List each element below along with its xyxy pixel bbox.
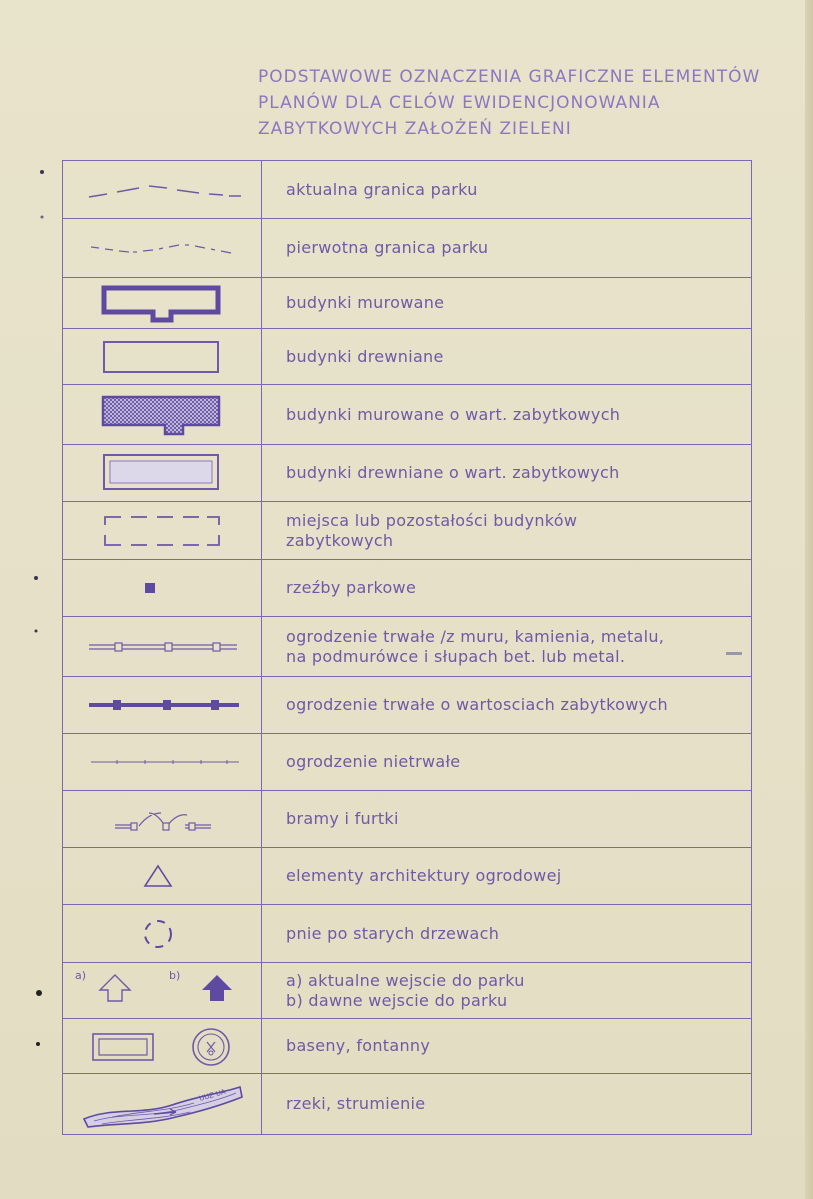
legend-row — [63, 848, 751, 905]
double-outline-building-icon — [63, 445, 262, 501]
legend-text: rzeźby parkowe — [286, 578, 417, 597]
legend-row — [63, 734, 751, 791]
legend-row — [63, 1019, 751, 1074]
title-line-3: ZABYTKOWYCH ZAŁOŻEŃ ZIELENI — [258, 119, 572, 139]
document-title — [258, 64, 798, 142]
thick-outline-building-icon — [63, 278, 262, 328]
legend-text: elementy architektury ogrodowej — [286, 866, 562, 885]
dash-dot-line-icon — [63, 219, 262, 277]
legend-row — [63, 617, 751, 677]
legend-text: rzeki, strumienie — [286, 1094, 426, 1113]
legend-row — [63, 385, 751, 445]
title-line-1: PODSTAWOWE OZNACZENIA GRAFICZNE ELEMENTÓW — [258, 67, 761, 87]
small-square-icon — [63, 560, 262, 616]
entrance-label-b: b) — [169, 969, 181, 982]
legend-text-line: a) aktualne wejscie do parku — [286, 970, 525, 990]
current-entrance-arrow-icon — [100, 975, 130, 1001]
legend-row — [63, 677, 751, 734]
bold-fence-icon — [63, 677, 262, 733]
legend-row — [63, 963, 751, 1019]
entrance-label-a: a) — [75, 969, 87, 982]
pool-icon — [93, 1034, 153, 1060]
legend-text: baseny, fontanny — [286, 1036, 431, 1055]
legend-row — [63, 560, 751, 617]
legend-text — [262, 617, 751, 676]
legend-text: budynki murowane — [286, 293, 445, 312]
legend-text-line: na podmurówce i słupach bet. lub metal. — [286, 646, 626, 666]
legend-text: ogrodzenie nietrwałe — [286, 752, 461, 771]
triangle-icon — [63, 848, 262, 904]
legend-row — [63, 329, 751, 385]
title-line-2: PLANÓW DLA CELÓW EWIDENCJONOWANIA — [258, 93, 661, 113]
fountain-icon — [193, 1029, 229, 1065]
legend-row — [63, 1074, 751, 1134]
entrance-arrows-icon — [63, 963, 262, 1018]
legend-row — [63, 161, 751, 219]
legend-row — [63, 219, 751, 278]
legend-text: bramy i furtki — [286, 809, 399, 828]
hatched-building-icon — [63, 385, 262, 444]
legend-text: ogrodzenie trwałe o wartosciach zabytkowych — [286, 695, 668, 714]
double-line-fence-icon — [63, 617, 262, 676]
legend-row — [63, 791, 751, 848]
legend-row — [63, 278, 751, 329]
river-icon — [63, 1074, 262, 1134]
legend-row — [63, 502, 751, 560]
legend-row — [63, 445, 751, 502]
thin-outline-building-icon — [63, 329, 262, 384]
legend-text: pierwotna granica parku — [286, 238, 489, 257]
legend-text: budynki murowane o wart. zabytkowych — [286, 404, 621, 424]
legend-text-line: miejsca lub pozostałości budynków — [286, 510, 578, 530]
legend-text: budynki drewniane — [286, 346, 444, 366]
dashed-circle-icon — [63, 905, 262, 962]
legend-row — [63, 905, 751, 963]
dash-line-icon — [63, 161, 262, 218]
legend-text — [262, 502, 751, 559]
legend-text-line: zabytkowych — [286, 530, 394, 550]
legend-text: budynki drewniane o wart. zabytkowych — [286, 463, 620, 482]
dashed-rectangle-icon — [63, 502, 262, 559]
legend-text: aktualna granica parku — [286, 179, 478, 199]
legend-text-line: b) dawne wejscie do parku — [286, 990, 508, 1010]
former-entrance-arrow-icon — [202, 975, 232, 1001]
legend-table — [62, 160, 752, 1135]
thin-fence-icon — [63, 734, 262, 790]
river-label: UUZ UA — [198, 1087, 227, 1103]
legend-text — [262, 963, 751, 1018]
gate-icon — [63, 791, 262, 847]
legend-text: pnie po starych drzewach — [286, 923, 500, 943]
legend-text-line: ogrodzenie trwałe /z muru, kamienia, metalu, — [286, 626, 665, 646]
pool-fountain-icon — [63, 1019, 262, 1073]
